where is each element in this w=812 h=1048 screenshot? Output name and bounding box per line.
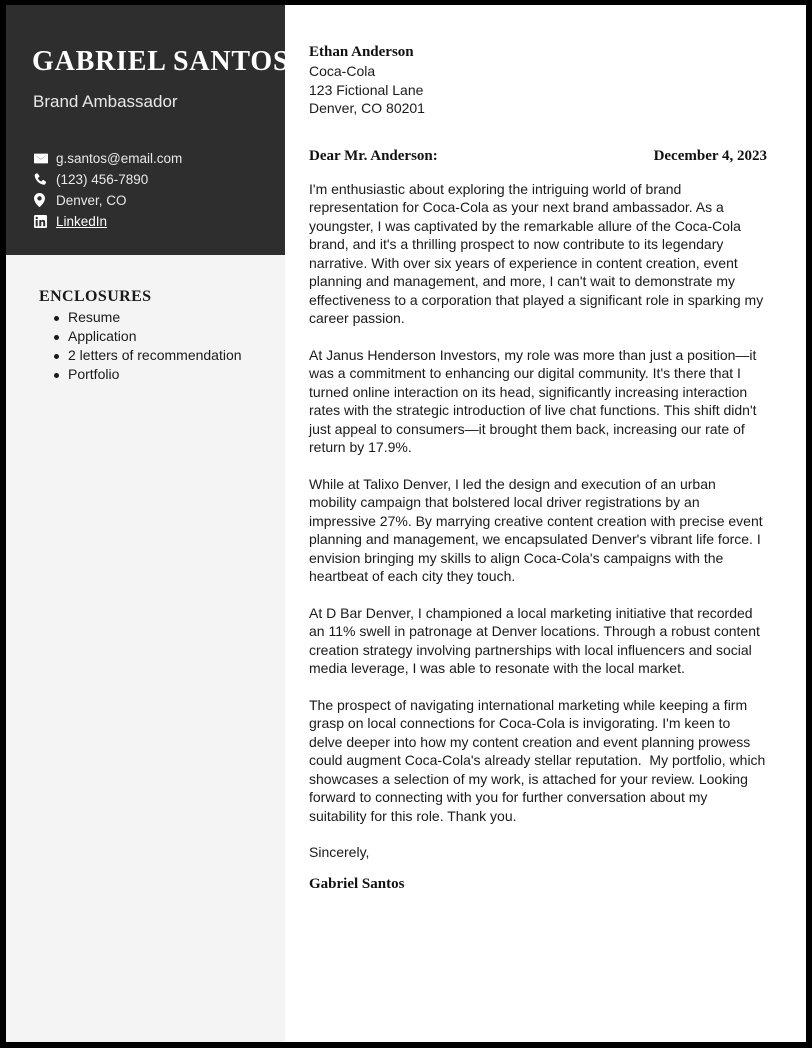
letter-paragraph: The prospect of navigating international marketing while keeping a firm grasp on local connections for Coca-Cola is invigorating. I'm keen to delve deeper into how my content creation and event planning prowess could augment Coca-Cola's already stellar reputation. My portfolio, which showcases a selection of my work, is attached for your review. Looking forward to connecting with you for further conversation about my suitability for this role. Thank you. bbox=[309, 696, 770, 824]
candidate-name: GABRIEL SANTOS bbox=[32, 46, 290, 77]
letter-paragraphs bbox=[309, 180, 770, 826]
contact-phone-text: (123) 456-7890 bbox=[56, 171, 149, 187]
contact-list bbox=[34, 148, 182, 232]
candidate-job-title: Brand Ambassador bbox=[33, 92, 178, 111]
contact-email-text: g.santos@email.com bbox=[56, 150, 183, 166]
enclosures-heading: ENCLOSURES bbox=[39, 288, 152, 305]
contact-item-location bbox=[34, 190, 182, 210]
contact-linkedin-link[interactable]: LinkedIn bbox=[56, 213, 108, 229]
recipient-city-state-zip: Denver, CO 80201 bbox=[309, 100, 425, 116]
contact-item-phone bbox=[34, 169, 182, 189]
list-item: Portfolio bbox=[68, 365, 279, 384]
recipient-name: Ethan Anderson bbox=[309, 44, 414, 60]
salutation: Dear Mr. Anderson: bbox=[309, 147, 438, 164]
sidebar-header-block bbox=[6, 5, 290, 255]
enclosures-list bbox=[39, 308, 279, 384]
list-item: Application bbox=[68, 327, 279, 346]
envelope-icon bbox=[34, 153, 56, 164]
enclosures-section bbox=[39, 288, 279, 384]
recipient-company: Coca-Cola bbox=[309, 63, 376, 79]
linkedin-icon bbox=[34, 215, 56, 228]
contact-item-linkedin[interactable] bbox=[34, 211, 182, 231]
list-item: 2 letters of recommendation bbox=[68, 346, 279, 365]
letter-paragraph: At Janus Henderson Investors, my role was more than just a position—it was a commitment to enhancing our digital community. It's there that I turned online interaction on its head, significantly increasing interaction rates with the strategic introduction of live chat functions. This shift didn't just appeal to consumers—it brought them back, increasing our rate of return by 17.9%. bbox=[309, 346, 761, 455]
contact-item-email bbox=[34, 148, 182, 168]
signature-name: Gabriel Santos bbox=[309, 875, 405, 892]
location-pin-icon bbox=[34, 193, 56, 207]
letter-paragraph: At D Bar Denver, I championed a local marketing initiative that recorded an 11% swell in patronage at Denver locations. Through a robust content creation strategy involving partnerships with local influencers and social media leverage, I was able to resonate with the local market. bbox=[309, 604, 764, 676]
recipient-street: 123 Fictional Lane bbox=[309, 81, 424, 98]
cover-letter-page bbox=[6, 5, 806, 1042]
letter-paragraph: I'm enthusiastic about exploring the intriguing world of brand representation for Coca-Cola as your next brand ambassador. As a youngster, I was captivated by the remarkable allure of the Coca-Cola brand, and it's a thrilling prospect to now contribute to its legendary narrative. With over six years of experience in content creation, event planning and management, and more, I can't wait to demonstrate my effectiveness to a corporation that played a significant role in sparking my career passion. bbox=[309, 180, 768, 326]
letter-date: December 4, 2023 bbox=[653, 147, 767, 164]
contact-location-text: Denver, CO bbox=[56, 192, 127, 208]
phone-icon bbox=[34, 173, 56, 186]
salutation-date-row bbox=[309, 148, 767, 165]
closing-line: Sincerely, bbox=[309, 844, 370, 860]
list-item: Resume bbox=[68, 308, 279, 327]
recipient-address-block bbox=[309, 43, 767, 118]
letter-paragraph: While at Talixo Denver, I led the design and execution of an urban mobility campaign that bolstered local driver registrations by an impressive 27%. By marrying creative content creation with precise event planning and management, we encapsulated Denver's vibrant life force. I envision bringing my skills to align Coca-Cola's campaigns with the heartbeat of each city they touch. bbox=[309, 475, 767, 584]
sidebar bbox=[6, 5, 290, 1042]
letter-body bbox=[303, 5, 806, 1042]
